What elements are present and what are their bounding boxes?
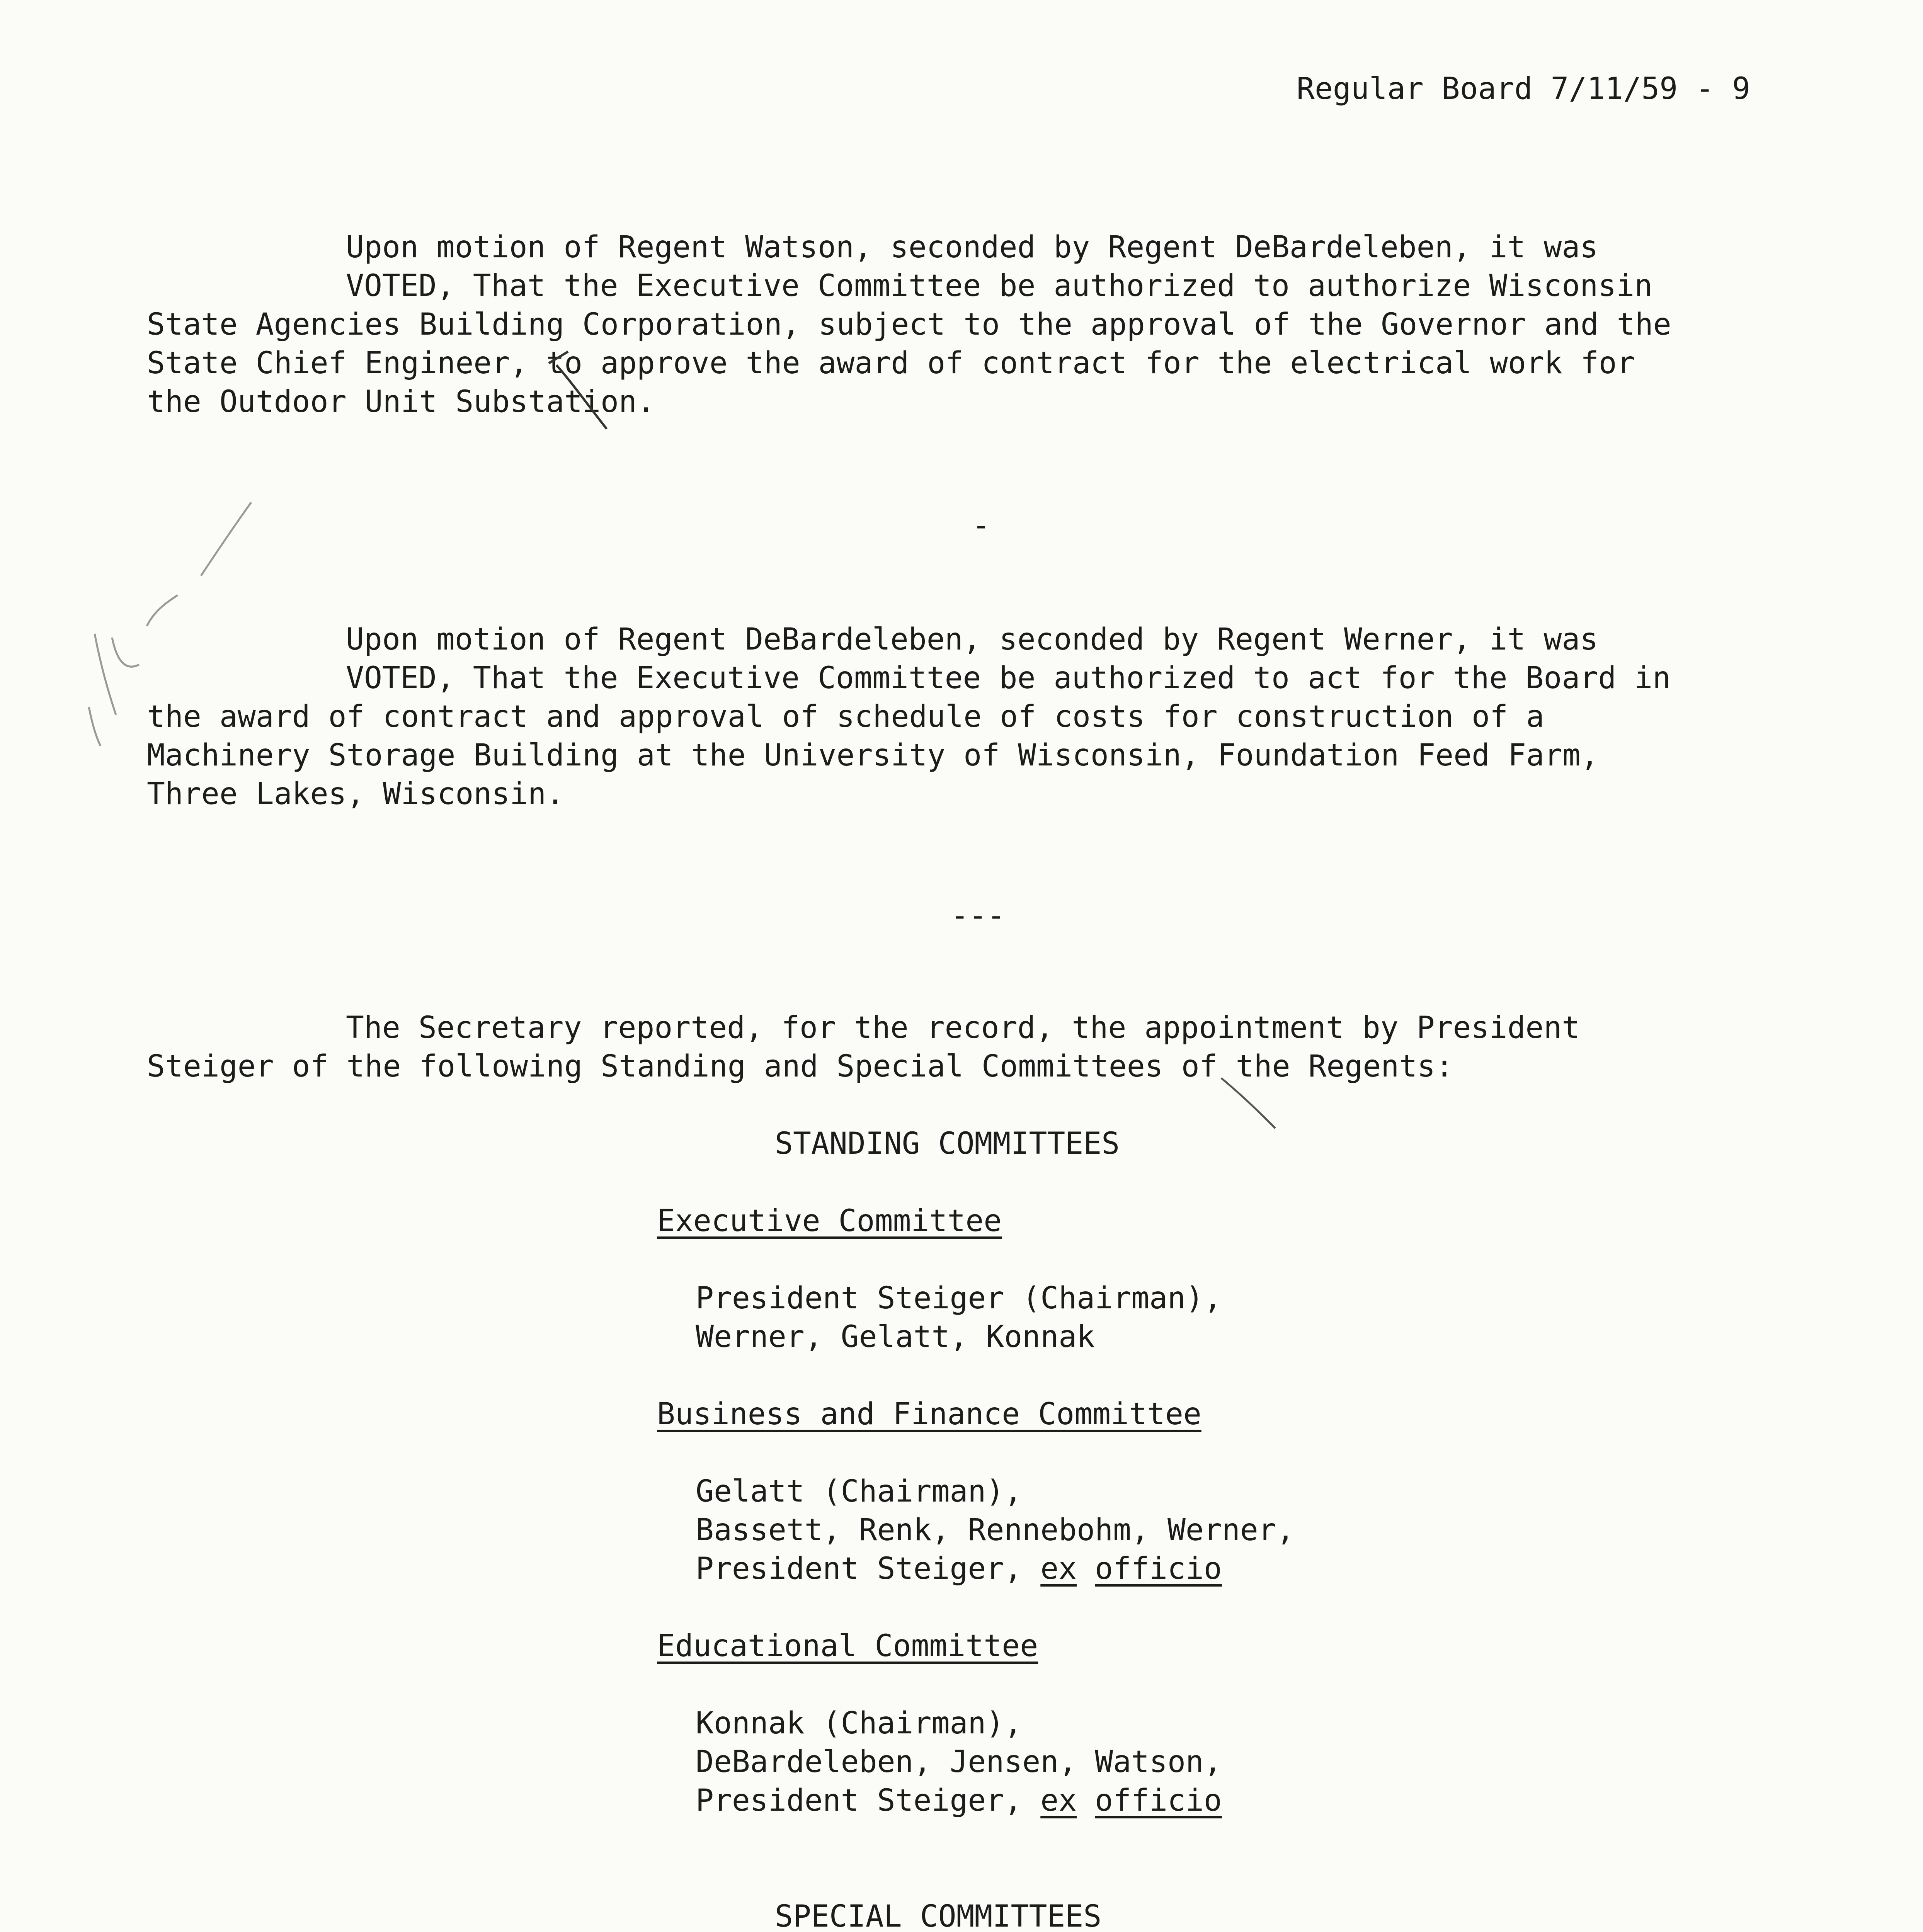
executive-committee-line-2: Werner, Gelatt, Konnak	[696, 1320, 1095, 1354]
business-finance-line-2: Bassett, Renk, Rennebohm, Werner,	[696, 1513, 1295, 1548]
margin-scribble-tail	[89, 707, 100, 746]
motion-1-line-3: State Agencies Building Corporation, subject to the approval of the Governor and the	[147, 307, 1671, 342]
special-committees-heading: SPECIAL COMMITTEES	[775, 1899, 1102, 1932]
executive-committee-line-1: President Steiger (Chairman),	[696, 1281, 1222, 1316]
educational-line-2: DeBardeleben, Jensen, Watson,	[696, 1745, 1222, 1779]
separator-triple-dash: ---	[951, 898, 1005, 933]
separator-dash: -	[972, 508, 990, 543]
running-head: Regular Board 7/11/59 - 9	[1297, 71, 1750, 106]
caret-mark-committees	[1221, 1078, 1275, 1128]
educational-line-1: Konnak (Chairman),	[696, 1706, 1023, 1741]
motion-2-line-5: Three Lakes, Wisconsin.	[147, 777, 565, 811]
caret-mark-engineer	[549, 352, 568, 363]
motion-1-line-1: Upon motion of Regent Watson, seconded by Regent DeBardeleben, it was	[346, 230, 1598, 265]
motion-2-line-2: VOTED, That the Executive Committee be authorized to act for the Board in	[346, 661, 1671, 696]
motion-2-line-4: Machinery Storage Building at the University of Wisconsin, Foundation Feed Farm,	[147, 738, 1599, 773]
standing-committees-heading: STANDING COMMITTEES	[775, 1126, 1120, 1161]
motion-2-line-3: the award of contract and approval of schedule of costs for construction of a	[147, 699, 1544, 734]
motion-1-line-4: State Chief Engineer, to approve the award of contract for the electrical work for	[147, 346, 1635, 381]
business-finance-line-3: President Steiger, ex officio	[696, 1551, 1222, 1586]
educational-committee-title: Educational Committee	[657, 1629, 1038, 1663]
secretary-report-line-2: Steiger of the following Standing and Special Committees of the Regents:	[147, 1049, 1454, 1084]
business-finance-line-1: Gelatt (Chairman),	[696, 1474, 1023, 1509]
caret-mark-substation	[556, 365, 607, 429]
margin-signature-scribble	[95, 502, 251, 715]
motion-1-line-5: the Outdoor Unit Substation.	[147, 384, 655, 419]
business-finance-committee-title: Business and Finance Committee	[657, 1397, 1201, 1432]
educational-line-3: President Steiger, ex officio	[696, 1783, 1222, 1818]
secretary-report-line-1: The Secretary reported, for the record, the appointment by President	[346, 1010, 1580, 1045]
motion-1-line-2: VOTED, That the Executive Committee be authorized to authorize Wisconsin	[346, 269, 1653, 303]
executive-committee-title: Executive Committee	[657, 1204, 1002, 1238]
motion-2-line-1: Upon motion of Regent DeBardeleben, seconded by Regent Werner, it was	[346, 622, 1598, 657]
